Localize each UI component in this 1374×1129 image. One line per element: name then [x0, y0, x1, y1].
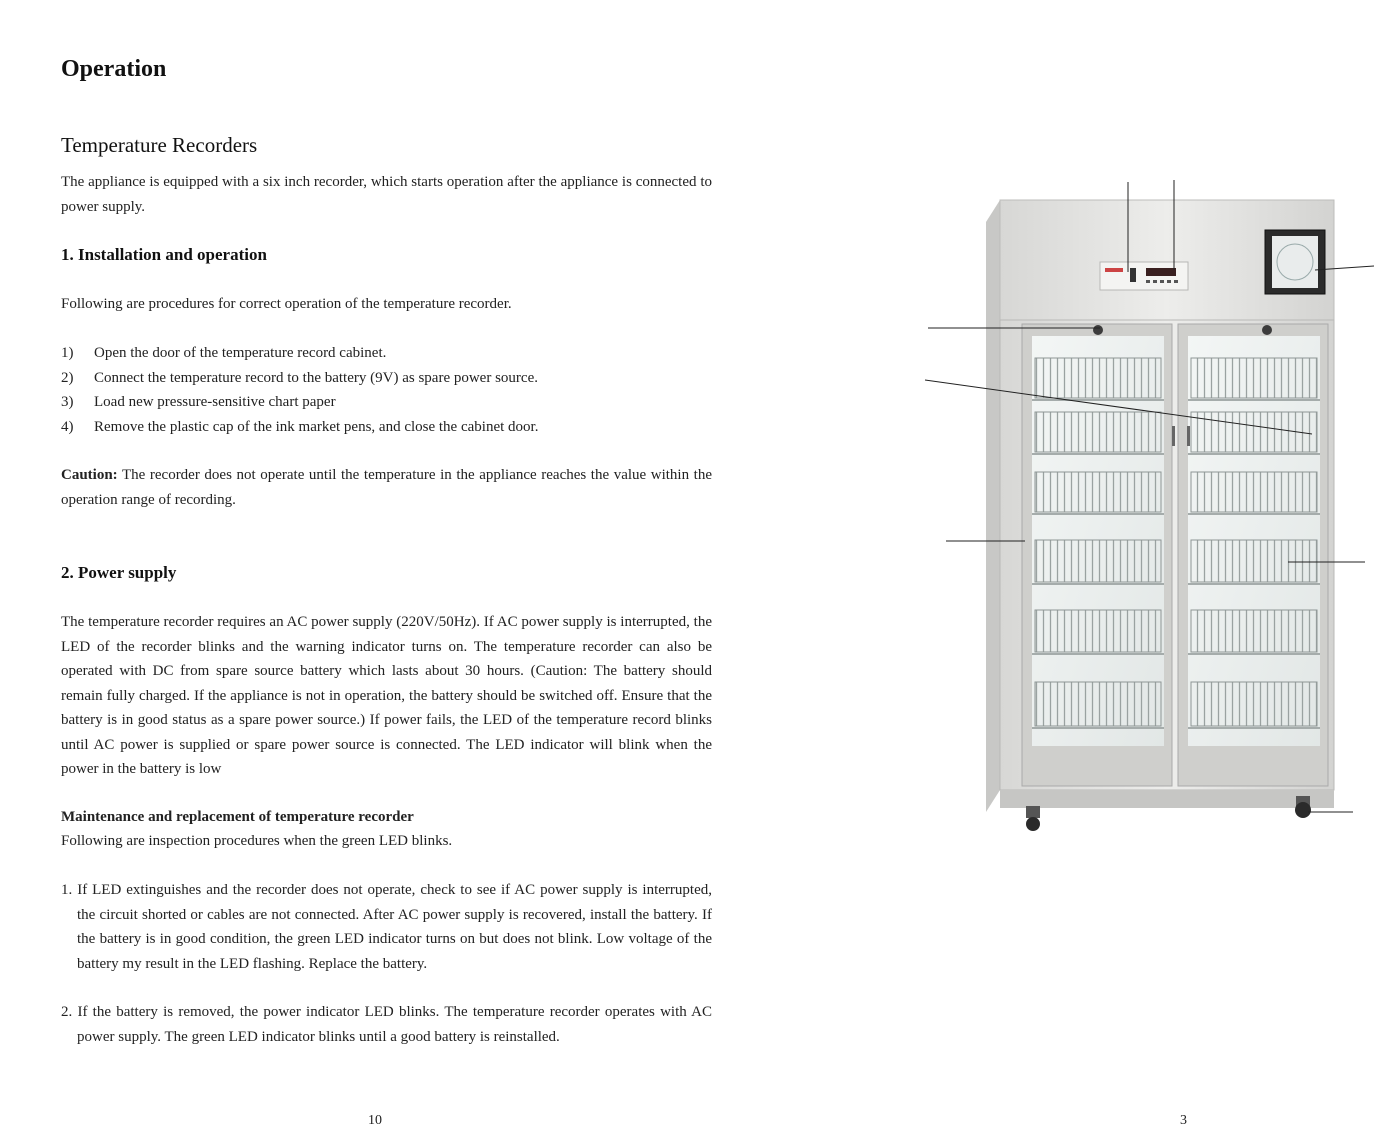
cabinet-side — [986, 200, 1000, 812]
maintenance-item-2: 2. If the battery is removed, the power indicator LED blinks. The temperature recorder operates with AC power supply. The green LED indicator blinks until a good battery is reinstalled. — [61, 1004, 712, 1045]
caution-paragraph — [61, 463, 712, 512]
maintenance-heading: Maintenance and replacement of temperature recorder — [61, 809, 414, 825]
caution-label: Caution: — [61, 467, 118, 483]
right-lock-icon — [1262, 325, 1272, 335]
step-number: 3) — [61, 394, 74, 410]
right-page — [760, 0, 1374, 1128]
list-item — [61, 390, 538, 415]
page-number-left: 10 — [368, 1113, 382, 1128]
step-number: 1) — [61, 345, 74, 361]
step-text: Remove the plastic cap of the ink market pens, and close the cabinet door. — [94, 418, 539, 435]
step-text: Connect the temperature record to the battery (9V) as spare power source. — [94, 369, 538, 386]
section-title: Temperature Recorders — [61, 133, 258, 157]
intro-paragraph: The appliance is equipped with a six inch recorder, which starts operation after the appliance is connected to power supply. — [61, 174, 712, 215]
installation-heading: 1. Installation and operation — [61, 245, 267, 264]
caution-text: The recorder does not operate until the temperature in the appliance reaches the value within the operation range of recording. — [61, 467, 712, 508]
installation-steps — [61, 341, 538, 439]
power-switch-icon — [1130, 268, 1136, 282]
list-item — [61, 415, 538, 440]
step-text: Open the door of the temperature record cabinet. — [94, 345, 387, 361]
installation-lead: Following are procedures for correct operation of the temperature recorder. — [61, 296, 512, 312]
step-number: 4) — [61, 418, 74, 435]
left-lock-icon — [1093, 325, 1103, 335]
list-item — [61, 366, 538, 391]
brand-logo-icon — [1105, 268, 1123, 272]
page-title: Operation — [61, 56, 167, 82]
maintenance-item-1: 1. If LED extinguishes and the recorder does not operate, check to see if AC power supply is interrupted, the circuit shorted or cables are not connected. After AC power supply is recovered, install the battery. If the battery is in good condition, the green LED indicator turns on but does not blink. Low voltage of the battery my result in the LED flashing. Replace the battery. — [61, 882, 712, 972]
step-number: 2) — [61, 369, 74, 386]
display-icon — [1146, 268, 1176, 276]
left-handle-icon — [1172, 426, 1175, 446]
maintenance-lead: Following are inspection procedures when the green LED blinks. — [61, 833, 453, 849]
list-item — [61, 341, 538, 366]
page-number-right: 3 — [1180, 1113, 1187, 1128]
power-heading: 2. Power supply — [61, 563, 177, 582]
freezer-illustration — [760, 0, 1374, 1128]
step-text: Load new pressure-sensitive chart paper — [94, 394, 336, 410]
right-handle-icon — [1187, 426, 1190, 446]
cabinet-base — [1000, 790, 1334, 808]
power-paragraph: The temperature recorder requires an AC power supply (220V/50Hz). If AC power supply is interrupted, the LED of the recorder blinks and the warning indicator turns on. The temperature recorder can also be operated with DC from spare source battery which lasts about 30 hours. (Caution: The battery should remain fully charged. If the appliance is not in operation, the battery should be switched off. Ensure that the battery is in good status as a spare power source.) If power fails, the LED of the temperature record blinks until AC power is supplied or spare power source is connected. The LED indicator will blink when the power in the battery is low — [61, 614, 712, 777]
